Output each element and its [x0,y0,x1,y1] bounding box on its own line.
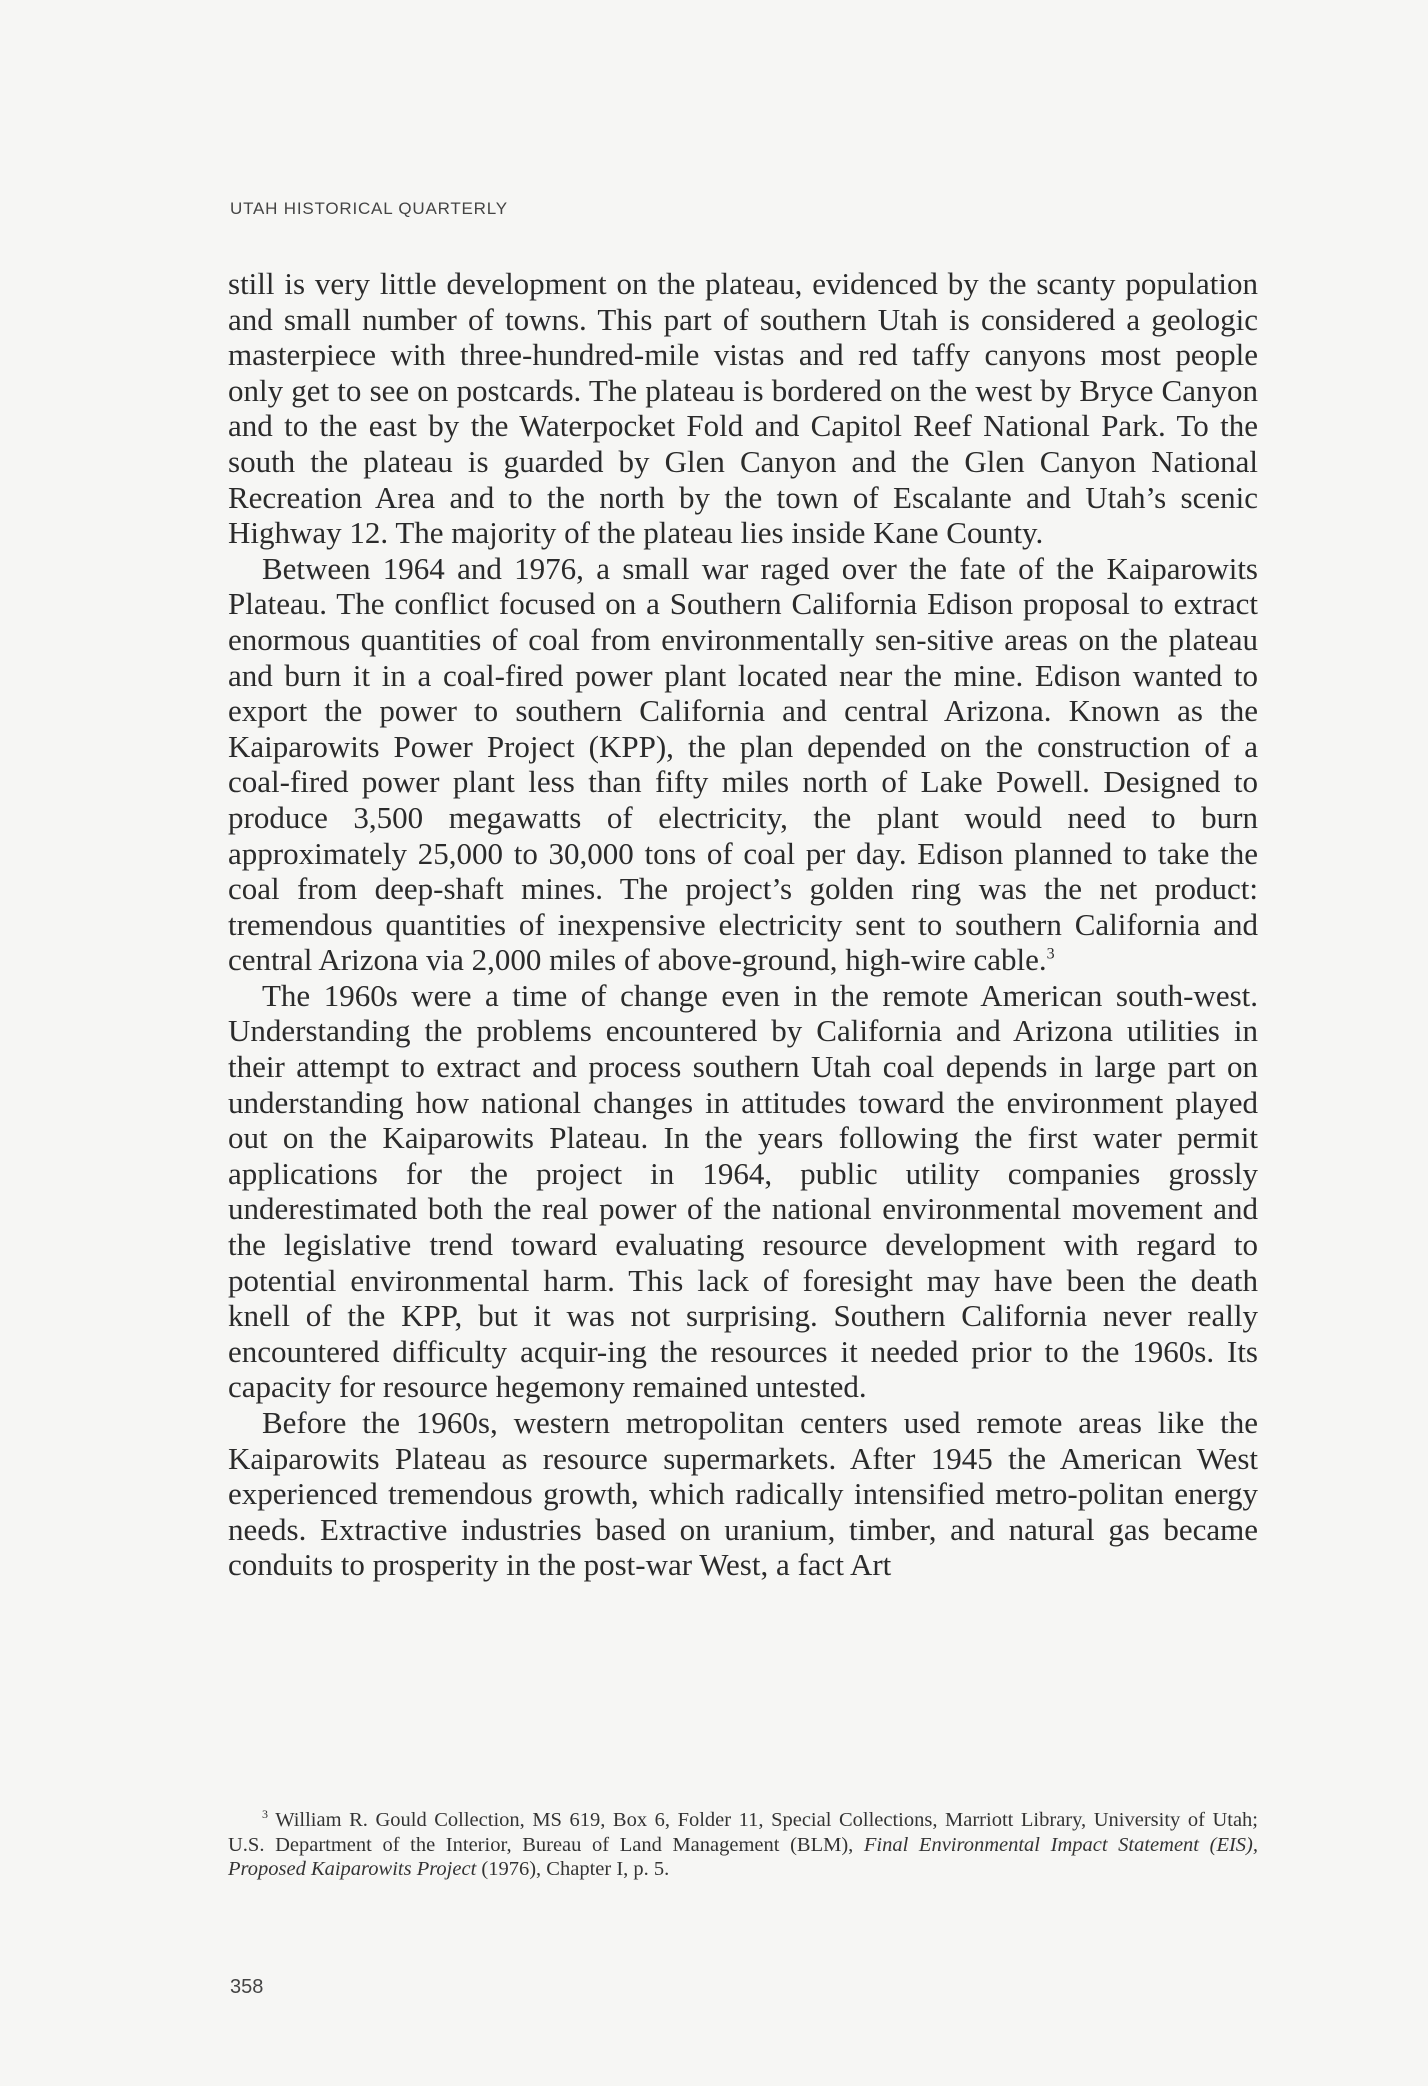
footnote-reference: 3 [1046,945,1055,963]
footnote-title: Final Environmental Impact Statement (EIS), Proposed Kaiparowits Project [228,1833,1258,1880]
page-number: 358 [230,1976,264,1998]
paragraph-2-text: Between 1964 and 1976, a small war raged over the fate of the Kaiparowits Plateau. The conflict focused on a Southern California Edison proposal to extract enormous quantities of coal from environmentally sen-sitive areas on the plateau and burn it in a coal-fired power plant located near the mine. Edison wanted to export the power to southern California and central Arizona. Known as the Kaiparowits Power Project (KPP), the plan depended on the construction of a coal-fired power plant less than fifty miles north of Lake Powell. Designed to produce 3,500 megawatts of electricity, the plant would need to burn approximately 25,000 to 30,000 tons of coal per day. Edison planned to take the coal from deep-shaft mines. The project’s golden ring was the net product: tremendous quantities of inexpensive electricity sent to southern California and central Arizona via 2,000 miles of above-ground, high-wire cable. [228,550,1258,978]
paragraph-4: Before the 1960s, western metropolitan centers used remote areas like the Kaiparowits Plateau as resource supermarkets. After 1945 the American West experienced tremendous growth, which radically intensified metro-politan energy needs. Extractive industries based on uranium, timber, and natural gas became conduits to prosperity in the post-war West, a fact Art [228,1405,1258,1583]
footnote-text-1: William R. Gould Collection, MS 619, Box 6, Folder 11, Special Collections, Marriott Library, University of Utah; U.S. Department of the Interior, Bureau of Land Management (BLM), [228,1809,1258,1856]
paragraph-2 [228,551,1258,978]
body-text [228,266,1258,1583]
running-head: UTAH HISTORICAL QUARTERLY [230,199,508,218]
footnote-text-2: (1976), Chapter I, p. 5. [476,1858,670,1880]
paragraph-3: The 1960s were a time of change even in the remote American south-west. Understanding the problems encountered by California and Arizona utilities in their attempt to extract and process southern Utah coal depends in large part on understanding how national changes in attitudes toward the environment played out on the Kaiparowits Plateau. In the years following the first water permit applications for the project in 1964, public utility companies grossly underestimated both the real power of the national environmental movement and the legislative trend toward evaluating resource development with regard to potential environmental harm. This lack of foresight may have been the death knell of the KPP, but it was not surprising. Southern California never really encountered difficulty acquir-ing the resources it needed prior to the 1960s. Its capacity for resource hegemony remained untested. [228,977,1258,1405]
paragraph-1: still is very little development on the plateau, evidenced by the scanty population and small number of towns. This part of southern Utah is considered a geologic masterpiece with three-hundred-mile vistas and red taffy canyons most people only get to see on postcards. The plateau is bordered on the west by Bryce Canyon and to the east by the Waterpocket Fold and Capitol Reef National Park. To the south the plateau is guarded by Glen Canyon and the Glen Canyon National Recreation Area and to the north by the town of Escalante and Utah’s scenic Highway 12. The majority of the plateau lies inside Kane County. [228,266,1258,551]
footnote [228,1808,1258,1882]
footnote-marker: 3 [262,1807,268,1822]
